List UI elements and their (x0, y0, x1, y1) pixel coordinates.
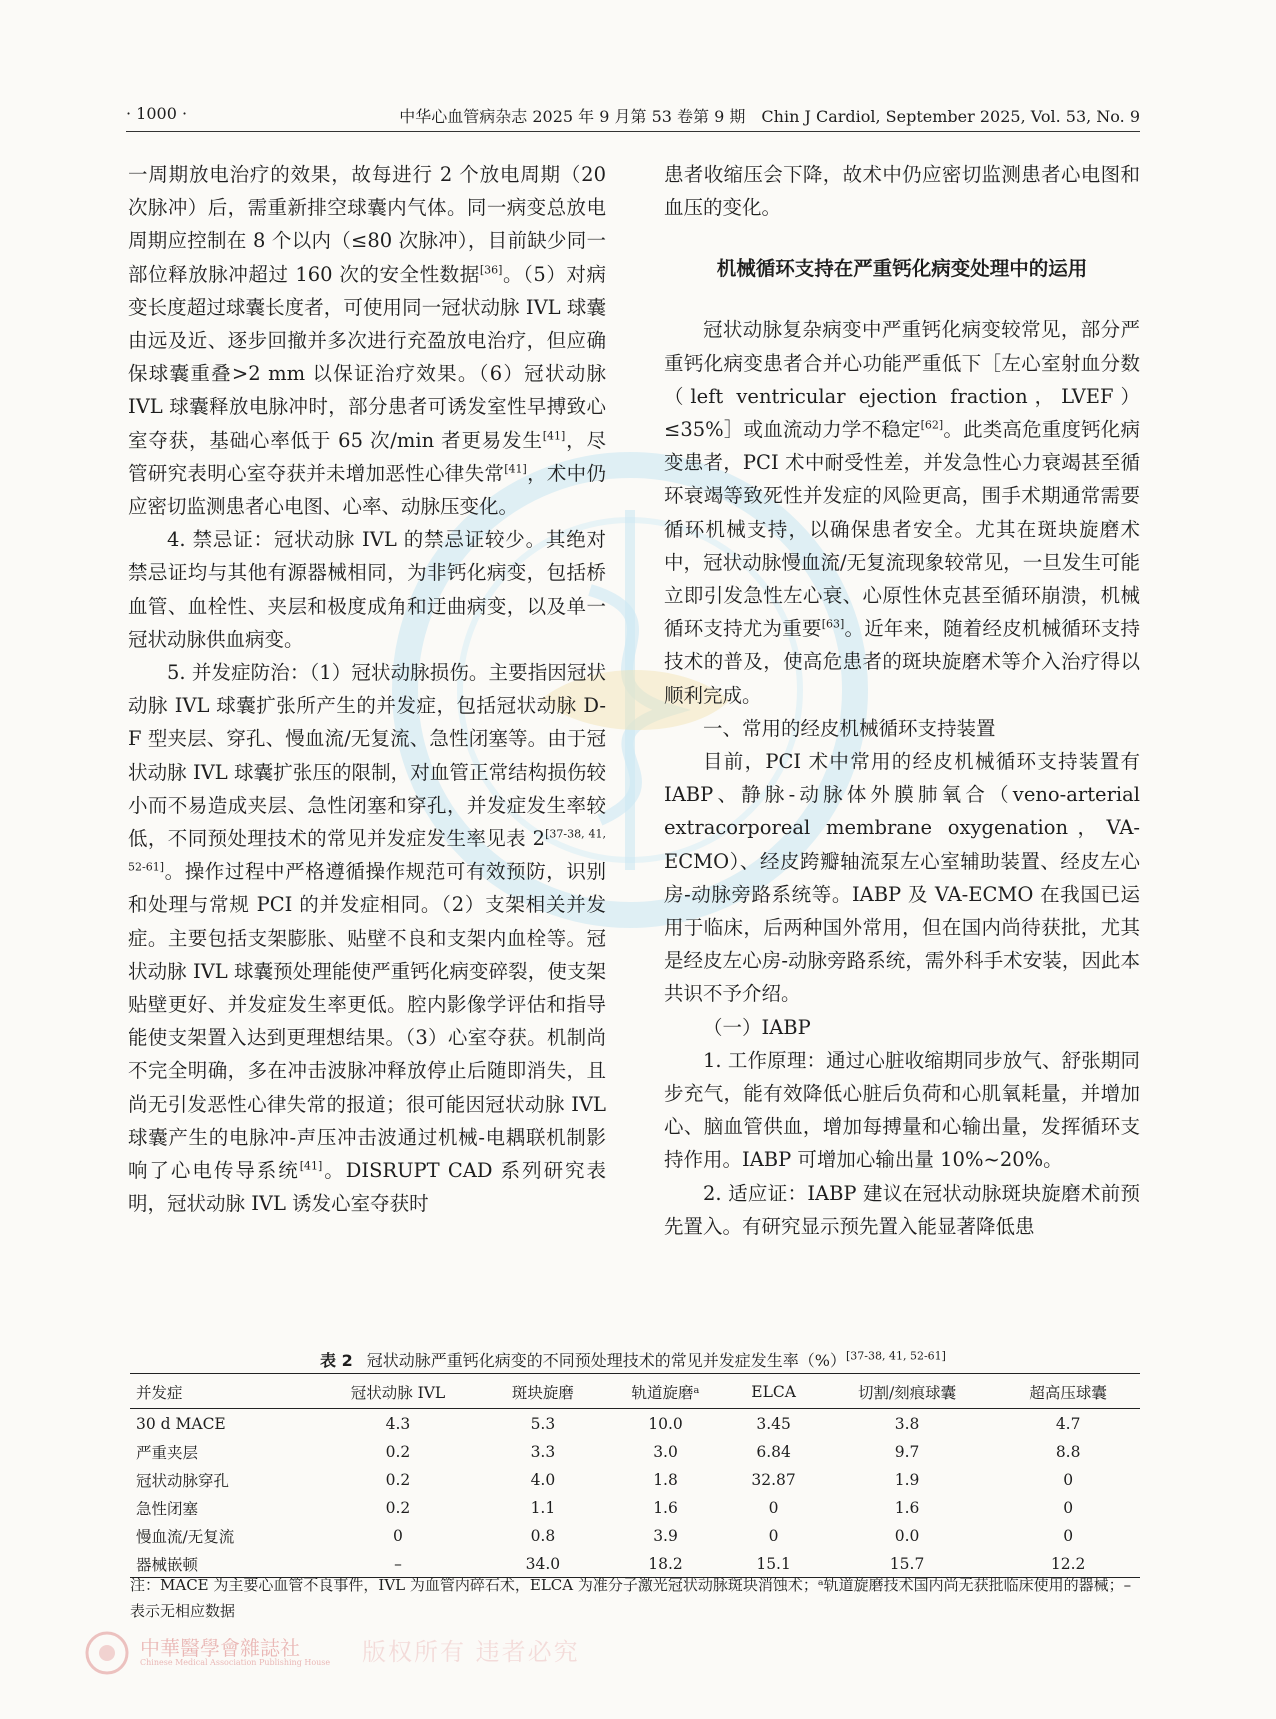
left-paragraph-contraindications: 4. 禁忌证：冠状动脉 IVL 的禁忌证较少。其绝对禁忌证均与其他有源器械相同，为非钙化病变，包括桥血管、血栓性、夹层和极度成角和迂曲病变，以及单一冠状动脉供血病变。 (128, 528, 606, 651)
table-cell: 3.3 (530, 1442, 556, 1461)
table-cell: 器械嵌顿 (130, 1549, 312, 1578)
table-cell: 0.0 (894, 1526, 920, 1545)
table-cell: 3.0 (653, 1442, 678, 1461)
table-cell: 慢血流/无复流 (136, 1527, 235, 1546)
table-cell: 32.87 (751, 1470, 796, 1489)
table-header-cell: 斑块旋磨 (484, 1374, 602, 1409)
table-header-cell: 切割/刻痕球囊 (818, 1374, 996, 1409)
table-cell: 15.7 (818, 1549, 996, 1578)
table-header-cell: 轨道旋磨ᵃ (602, 1374, 730, 1409)
table-cell: 0.2 (385, 1470, 411, 1489)
copyright-notice: 版权所有 违者必究 (362, 1638, 580, 1666)
table-title: 冠状动脉严重钙化病变的不同预处理技术的常见并发症发生率（%） (366, 1351, 846, 1370)
table-cell: 3.9 (653, 1526, 678, 1545)
left-paragraph-complications: 5. 并发症防治：（1）冠状动脉损伤。主要指因冠状动脉 IVL 球囊扩张所产生的并发症，包括冠状动脉 D-F 型夹层、穿孔、慢血流/无复流、急性闭塞等。由于冠状动脉 IVL 球囊扩张压的限制，对血管正常结构损伤较小而不易造成夹层、急性闭塞和穿孔，并发症发生率较低，不同预处理技术的常见并发症发生率见表 2[37-38, 41, 52-61]。操作过程中严格遵循操作规范可有效预防，识别和处理与常规 PCI 的并发症相同。（2）支架相关并发症。主要包括支架膨胀、贴壁不良和支架内血栓等。冠状动脉 IVL 球囊预处理能使严重钙化病变碎裂，使支架贴壁更好、并发症发生率更低。腔内影像学评估和指导能使支架置入达到更理想结果。（3）心室夺获。机制尚不完全明确，多在冲击波脉冲释放停止后随即消失，且尚无引发恶性心律失常的报道；很可能因冠状动脉 IVL 球囊产生的电脉冲-声压冲击波通过机械-电耦联机制影响了心电传导系统[41]。DISRUPT CAD 系列研究表明，冠状动脉 IVL 诱发心室夺获时 (128, 661, 606, 1216)
table-cell: 3.8 (894, 1414, 920, 1433)
table-cell: 0.2 (385, 1498, 411, 1517)
table-header-cell: ELCA (729, 1374, 817, 1409)
table-cell: 冠状动脉穿孔 (136, 1471, 230, 1490)
table-cell: 18.2 (602, 1549, 730, 1578)
table-header-row (130, 1374, 1140, 1409)
table-cell: 1.6 (894, 1498, 920, 1517)
table-cell: 0 (393, 1526, 403, 1545)
table-cell: 0 (1063, 1526, 1074, 1545)
table-cell: 12.2 (996, 1549, 1140, 1578)
subheading-devices: 一、常用的经皮机械循环支持装置 (703, 716, 996, 740)
table-cell: 10.0 (648, 1414, 683, 1433)
table-cell: 8.8 (1055, 1442, 1081, 1461)
table-cell: 1.9 (894, 1470, 920, 1489)
table-header-cell: 并发症 (130, 1374, 312, 1409)
right-paragraph-principle: 1. 工作原理：通过心脏收缩期同步放气、舒张期同步充气，能有效降低心脏后负荷和心肌氧耗量，并增加心、脑血管供血，增加每搏量和心输出量，发挥循环支持作用。IABP 可增加心输出量 10%~20%。 (664, 1048, 1140, 1172)
table-header-cell: 冠状动脉 IVL (312, 1374, 484, 1409)
subheading-iabp: （一）IABP (703, 1015, 811, 1039)
table-row (130, 1465, 1140, 1493)
table-caption (126, 1348, 1140, 1371)
right-paragraph-devices: 目前，PCI 术中常用的经皮机械循环支持装置有 IABP、静脉-动脉体外膜肺氧合（veno-arterial extracorporeal membrane oxygenation，VA-ECMO）、经皮跨瓣轴流泵左心室辅助装置、经皮左心房-动脉旁路系统等。IABP 及 VA-ECMO 在我国已运用于临床，后两种国外常用，但在国内尚待获批，尤其是经皮左心房-动脉旁路系统，需外科手术安装，因此本共识不予介绍。 (664, 750, 1140, 1006)
table-cell: 5.3 (530, 1414, 556, 1433)
publisher-name: 中華醫學會雜誌社 (140, 1636, 300, 1660)
table-note: 注：MACE 为主要心血管不良事件，IVL 为血管内碎石术，ELCA 为准分子激光冠状动脉斑块消蚀术；ᵃ轨道旋磨技术国内尚无获批临床使用的器械；–表示无相应数据 (130, 1576, 1132, 1620)
table-cell: 1.8 (653, 1470, 678, 1489)
table-caption-ref: [37-38, 41, 52-61] (845, 1349, 946, 1363)
right-column (664, 158, 1140, 1243)
table-cell: 0 (1063, 1470, 1074, 1489)
table-cell: 4.7 (1055, 1414, 1081, 1433)
table-cell: – (312, 1549, 484, 1578)
table-cell: 15.1 (729, 1549, 817, 1578)
complication-rate-table (130, 1373, 1140, 1578)
table-row (130, 1493, 1140, 1521)
left-paragraph-1: 一周期放电治疗的效果，故每进行 2 个放电周期（20 次脉冲）后，需重新排空球囊内气体。同一病变总放电周期应控制在 8 个以内（≤80 次脉冲），目前缺少同一部位释放脉冲超过 160 次的安全性数据[36]。（5）对病变长度超过球囊长度者，可使用同一冠状动脉 IVL 球囊由远及近、逐步回撤并多次进行充盈放电治疗，但应确保球囊重叠>2 mm 以保证治疗效果。（6）冠状动脉 IVL 球囊释放电脉冲时，部分患者可诱发室性早搏致心室夺获，基础心率低于 65 次/min 者更易发生[41]，尽管研究表明心室夺获并未增加恶性心律失常[41]，术中仍应密切监测患者心电图、心率、动脉压变化。 (128, 163, 606, 519)
table-cell: 30 d MACE (136, 1414, 226, 1433)
header-rule (126, 131, 1140, 132)
right-paragraph-continued: 患者收缩压会下降，故术中仍应密切监测患者心电图和血压的变化。 (664, 163, 1140, 220)
table-row (130, 1409, 1140, 1438)
publisher-watermark (82, 1628, 582, 1678)
journal-citation: 中华心血管病杂志 2025 年 9 月第 53 卷第 9 期 Chin J Cardiol, September 2025, Vol. 53, No. 9 (399, 107, 1140, 126)
page-number: · 1000 · (126, 104, 188, 123)
publisher-name-en: Chinese Medical Association Publishing House (140, 1658, 331, 1667)
table-header-cell: 超高压球囊 (996, 1374, 1140, 1409)
table-row (130, 1437, 1140, 1465)
table-cell: 6.84 (756, 1442, 791, 1461)
table-row (130, 1521, 1140, 1549)
table-cell: 4.3 (385, 1414, 411, 1433)
table-cell: 1.6 (653, 1498, 678, 1517)
right-paragraph-intro: 冠状动脉复杂病变中严重钙化病变较常见，部分严重钙化病变患者合并心功能严重低下［左心室射血分数（left ventricular ejection fraction，LVEF）≤35%］或血流动力学不稳定[62]。此类高危重度钙化病变患者，PCI 术中耐受性差，并发急性心力衰竭甚至循环衰竭等致死性并发症的风险更高，围手术期通常需要循环机械支持，以确保患者安全。尤其在斑块旋磨术中，冠状动脉慢血流/无复流现象较常见，一旦发生可能立即引发急性左心衰、心原性休克甚至循环崩溃，机械循环支持尤为重要[63]。近年来，随着经皮机械循环支持技术的普及，使高危患者的斑块旋磨术等介入治疗得以顺利完成。 (664, 318, 1140, 707)
left-column (128, 158, 606, 1221)
right-paragraph-indications: 2. 适应证：IABP 建议在冠状动脉斑块旋磨术前预先置入。有研究显示预先置入能显著降低患 (664, 1181, 1140, 1238)
table-cell: 0 (1063, 1498, 1074, 1517)
table-cell: 0.2 (385, 1442, 411, 1461)
table-cell: 0 (768, 1498, 779, 1517)
section-heading: 机械循环支持在严重钙化病变处理中的运用 (716, 257, 1088, 281)
table-cell: 急性闭塞 (136, 1499, 199, 1518)
table-cell: 严重夹层 (136, 1443, 199, 1462)
table-cell: 1.1 (530, 1498, 556, 1517)
table-cell: 0.8 (530, 1526, 556, 1545)
table-label: 表 2 (320, 1351, 353, 1370)
publisher-logo-icon (82, 1628, 132, 1678)
table-cell: 34.0 (484, 1549, 602, 1578)
table-cell: 3.45 (756, 1414, 791, 1433)
table-cell: 4.0 (530, 1470, 556, 1489)
table-cell: 9.7 (894, 1442, 920, 1461)
page-header (126, 104, 1140, 126)
table-cell: 0 (768, 1526, 779, 1545)
